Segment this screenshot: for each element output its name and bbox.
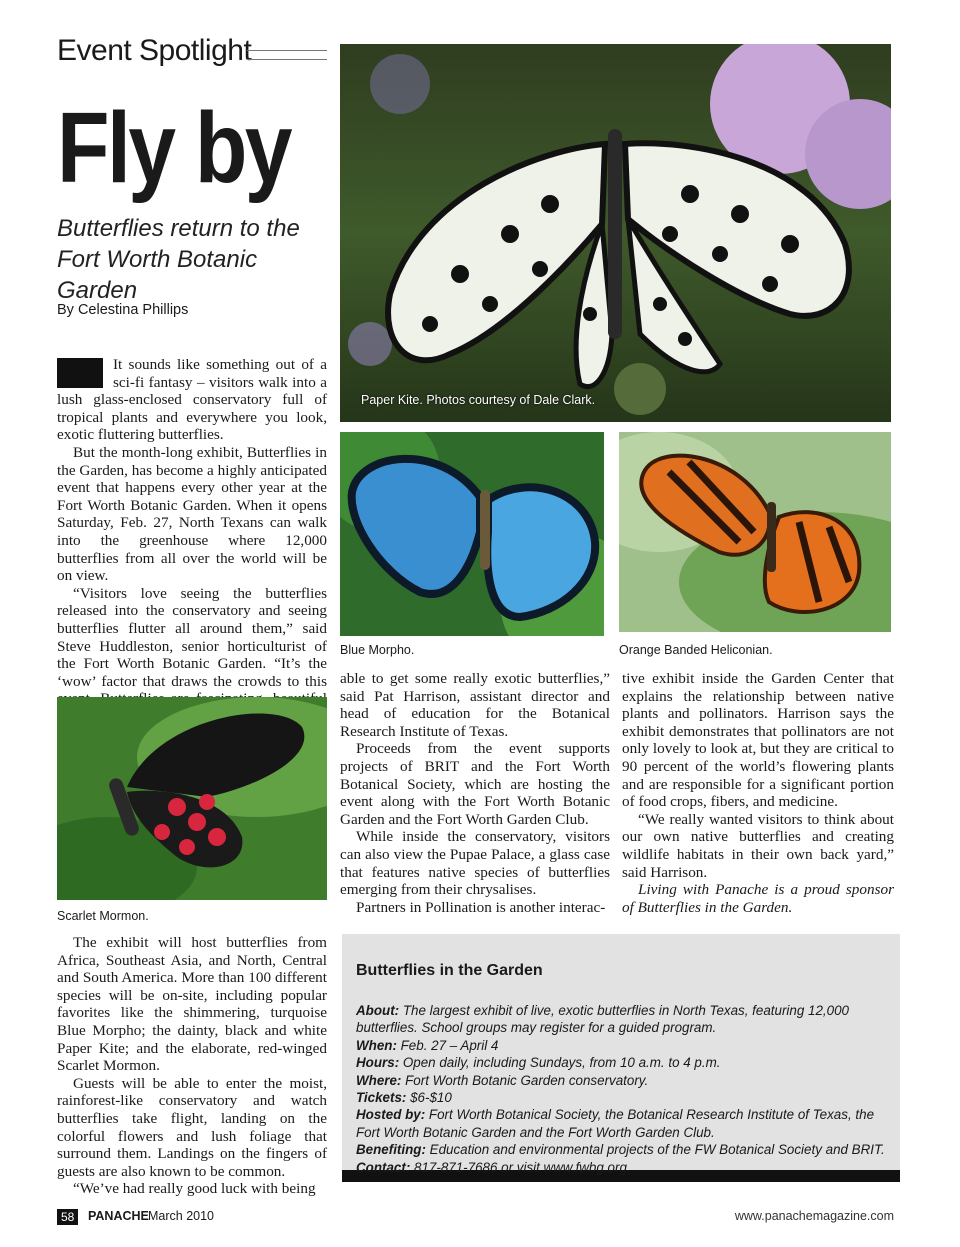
paragraph: Guests will be able to enter the moist, rainforest-like conservatory and watch butterflies take flight, landing on the colorful flowers and lush foliage that surround them. Landings on the fingers of guests are also known to be common. bbox=[57, 1074, 327, 1180]
caption-paper-kite: Paper Kite. Photos courtesy of Dale Clark. bbox=[361, 393, 596, 407]
info-tickets: Tickets: $6-$10 bbox=[356, 1090, 452, 1106]
info-box-title: Butterflies in the Garden bbox=[356, 962, 543, 979]
paragraph: “We’ve had really good luck with being bbox=[73, 1180, 316, 1198]
paragraph: The exhibit will host butterflies from Africa, Southeast Asia, and North, Central and South America. More than 100 different species will be on-site, including popular favorites like the shimmering, turquoise Blue Morpho; the dainty, black and white Paper Kite; and the elaborate, red-winged Scarlet Mormon. bbox=[57, 934, 327, 1075]
photo-scarlet-mormon bbox=[57, 697, 327, 900]
photo-heliconian bbox=[619, 432, 891, 632]
paragraph: Proceeds from the event supports projects of BRIT and the Fort Worth Botanical Society, which are hosting the event along with the Fort Worth Botanic Garden and the Fort Worth Garden Club. bbox=[340, 740, 610, 828]
info-contact: Contact: 817-871-7686 or visit www.fwbg.org. bbox=[356, 1159, 631, 1175]
info-about: About: The largest exhibit of live, exotic butterflies in North Texas, featuring 12,000 butterflies. School groups may register for a guided program. bbox=[356, 1003, 849, 1036]
paragraph: “We really wanted visitors to think about our own native butterflies and creating wildlife habitats in their own back yard,” said Harrison. bbox=[622, 810, 894, 881]
caption-heliconian: Orange Banded Heliconian. bbox=[619, 643, 773, 657]
paragraph: It sounds like something out of a sci-fi fantasy – visitors walk into a lush glass-enclosed conservatory full of tropical plants and everywhere you look, exotic fluttering butterflies. bbox=[57, 356, 327, 444]
subhead: Butterflies return to the Fort Worth Botanic Garden bbox=[57, 215, 300, 304]
paragraph: tive exhibit inside the Garden Center that explains the relationship between native plants and pollinators. Harrison says the exhibit demonstrates that pollinators are not only lovely to look at, but they are critical to 90 percent of the world’s flowering plants and are responsible for a significant portion of food crops, fibers, and medicine. bbox=[622, 670, 894, 811]
paragraph: able to get some really exotic butterflies,” said Pat Harrison, assistant director and head of education for the Botanical Research Institute of Texas. bbox=[340, 670, 610, 740]
paragraph: While inside the conservatory, visitors can also view the Pupae Palace, a glass case that features native species of butterflies emerging from their chrysalises. bbox=[340, 828, 610, 899]
footer-issue: March 2010 bbox=[148, 1209, 215, 1223]
article-column-2 bbox=[340, 670, 610, 916]
photo-paper-kite bbox=[340, 44, 891, 422]
section-label: Event Spotlight bbox=[57, 34, 252, 67]
section-rule bbox=[247, 50, 327, 60]
photo-blue-morpho bbox=[340, 432, 604, 636]
paragraph: Partners in Pollination is another interac- bbox=[356, 898, 606, 916]
footer-magazine: PANACHE bbox=[88, 1209, 149, 1223]
article-column-1-bottom bbox=[57, 934, 327, 1198]
headline: Fly by bbox=[57, 92, 291, 204]
article-column-3 bbox=[622, 670, 894, 916]
info-where: Where: Fort Worth Botanic Garden conservatory. bbox=[356, 1072, 649, 1088]
sponsor-note: Living with Panache is a proud sponsor of Butterflies in the Garden. bbox=[622, 881, 894, 916]
footer-website: www.panachemagazine.com bbox=[734, 1209, 894, 1223]
byline: By Celestina Phillips bbox=[57, 302, 189, 318]
caption-scarlet-mormon: Scarlet Mormon. bbox=[57, 909, 149, 923]
paragraph: But the month-long exhibit, Butterflies in the Garden, has become a highly anticipated event that happens every other year at the Fort Worth Botanic Garden. When it opens Saturday, Feb. 27, North Texans can walk into the greenhouse where 12,000 butterflies from all over the world will be on view. bbox=[57, 443, 327, 585]
info-hosted-by: Hosted by: Fort Worth Botanical Society, the Botanical Research Institute of Texas, the Fort Worth Botanic Garden and the Fort Worth Garden Club. bbox=[356, 1107, 875, 1140]
paragraph: “Visitors love seeing the butterflies released into the conservatory and seeing butterflies flutter all around them,” said Steve Huddleston, senior horticulturist of the Fort Worth Botanic Garden. “It’s the ‘wow’ factor that draws the crowds to this bbox=[57, 584, 327, 690]
caption-blue-morpho: Blue Morpho. bbox=[340, 643, 415, 657]
info-when: When: Feb. 27 – April 4 bbox=[356, 1037, 499, 1053]
drop-cap-block bbox=[57, 358, 103, 388]
page-number: 58 bbox=[57, 1209, 78, 1225]
info-benefiting: Benefiting: Education and environmental projects of the FW Botanical Society and BRIT. bbox=[356, 1142, 885, 1158]
article-column-1-top bbox=[57, 356, 327, 725]
event-info-box bbox=[342, 934, 900, 1182]
info-hours: Hours: Open daily, including Sundays, from 10 a.m. to 4 p.m. bbox=[356, 1055, 721, 1071]
